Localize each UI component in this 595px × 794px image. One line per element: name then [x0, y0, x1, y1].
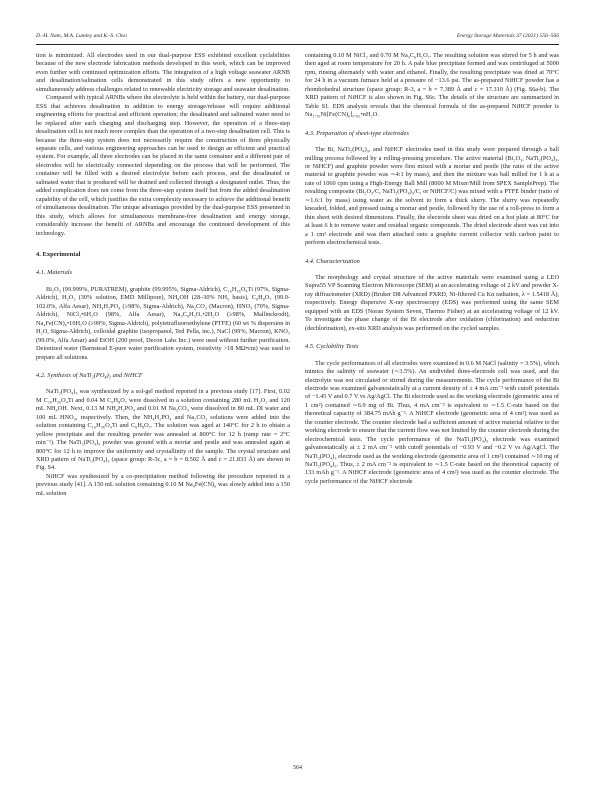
page-number: 564 [293, 765, 302, 771]
header-journal: Energy Storage Materials 37 (2021) 556–566 [456, 33, 559, 39]
paragraph: tion is minimized. All electrodes used in our dual-purpose ESS exhibited excellent cyclabilities because of the new electrode fabrication methods developed in this work, which can be improved even further with continued optimization efforts. The integration of a high voltage seawater ARNB and desalination/salination cells demonstrated in this study offers a new opportunity to simultaneously address challenges related to renewable electricity storage and seawater desalination. [36, 52, 290, 93]
right-column [305, 52, 559, 486]
subsection-heading: 4.1. Materials [36, 269, 73, 277]
paragraph: Compared with typical ARNBs where the electrolyte is held within the battery, our dual-purpose ESS that achieves desalination in addition to energy storage/release will require additional engineering efforts for practical and efficient operation; the desalinated and salinated water need to be replaced after each charging and discharging step. However, the operation of a three-step desalination cell is not much more complex than the operation of a two-step desalination cell. This is because the three-step system does not necessarily require the construction of three physically separate cells, and various engineering approaches can be used to design an efficient and practical system. For example, all three electrodes can be placed in the same container and a different pair of electrodes will be electrically connected depending on the process that will be performed. The container will be filled with a desired electrolyte before each process, and the desalinated or salinated water that is produced will be drained and collected through a designated outlet. Thus, the added complication does not come from the three-step system itself but from the added desalination capability of the cell, which justifies the extra complexity necessary to achieve the additional benefit of simultaneous desalination. The unique advantages provided by the dual-purpose ESS presented in this study, which allows for simultaneous membrane-free desalination and energy storage, considerably increase the benefit of ARNBs and encourage the continued development of this technology. [36, 94, 290, 237]
paragraph: containing 0.10 M NiCl₂ and 0.70 M Na₃C₆H₅O₇. The resulting solution was stirred for 5 h and was then aged at room temperature for 20 h. A pale blue precipitate formed and was centrifuged at 5000 rpm, rinsing alternately with water and ethanol. Finally, the resulting precipitate was dried at 70°C for 24 h in a vacuum furnace held at a pressure of −13.6 psi. The as-prepared NiHCF powder has a rhombohedral structure (space group: R-3, a = b = 7.389 Å and c = 17.310 Å) (Fig. S6a-b). The XRD pattern of NiHCF is also shown in Fig. S6c. The details of the structure are summarized in Table S1. EDS analysis reveals that the chemical formula of the as-prepared NiHCF powder is Na₁.₂₀Ni[Fe(CN)₆]₀.₈₅•nH₂O. [305, 52, 559, 119]
paragraph: The morphology and crystal structure of the active materials were examined using a LEO Supra55 VP Scanning Electron Microscope (SEM) at an accelerating voltage of 2 kV and powder X-ray diffractometer (XRD) (Bruker D8 Advanced PXRD, Ni-filtered Cu Kα radiation, λ = 1.5418 Å), respectively. Energy dispersive X-ray spectroscopy (EDS) was performed using the same SEM equipped with an EDS (Noran System Seven, Thermo Fisher) at an accelerating voltage of 12 kV. To investigate the phase change of the Bi electrode after oxidation (chlorination) and reduction (dechlorination), ex-situ XRD analysis was performed on the cycled samples. [305, 273, 559, 332]
header-rule [36, 44, 559, 45]
section-heading: 4. Experimental [36, 250, 81, 258]
paragraph: Bi₂O₃ (99.999%, PURATREM), graphite (99.995%, Sigma-Aldrich), C₁₆H₃₆O₄Ti (97%, Sigma-Aldrich), H₂O₂ (30% solution, EMD Millipore), NH₄OH (28–30% NH₃ basis), C₆H₈O₇ (99.0-102.0%, Alfa Aesar), NH₄H₂PO₄ (≥98%, Sigma-Aldrich), Na₂CO₃ (Macron), HNO₃ (70%, Sigma-Aldrich), NiCl₂•6H₂O (98%, Alfa Aesar), Na₃C₆H₅O₇•2H₂O (≥98%, Mallinckrodt), Na₄Fe(CN)₆•10H₂O (≥99%, Sigma-Aldrich), polytetrafluoroethylene (PTFE) (60 wt % dispersion in H₂O, Sigma-Aldrich), colloidal graphite (isopropanol, Ted Pella, inc.), NaCl (99%, Macron), KNO₃ (99.0%, Alfa Aesar) and EtOH (200 proof, Decon Labs Inc.) were used without further purification. Deionized water (Barnstead E-pure water purification system, resistivity >18 MΩ•cm) was used to prepare all solutions. [36, 285, 290, 361]
paragraph: NaTi₂(PO₄)₃ was synthesized by a sol-gel method reported in a previous study [17]. First, 0.02 M C₁₆H₃₆O₄Ti and 0.04 M C₆H₈O₇ were dissolved in a solution containing 280 mL H₂O₂ and 120 mL NH₄OH. Next, 0.13 M NH₄H₂PO₄ and 0.01 M Na₂CO₃ were dissolved in 80 mL DI water and 100 mL HNO₃, respectively. Then, the NH₄H₂PO₄ and Na₂CO₃ solutions were added into the solution containing C₁₆H₃₆O₄Ti and C₆H₈O₇. The solution was aged at 140°C for 2 h to obtain a yellow precipitate and the resulting powder was annealed at 800°C for 12 h (ramp rate = 2°C min⁻¹). The NaTi₂(PO₄)₃ powder was ground with a mortar and pestle and was annealed again at 800°C for 12 h to improve the uniformity and crystallinity of the sample. The crystal structure and XRD pattern of NaTi₂(PO₄)₃ (space group: R-3c, a = b = 8.502 Å and c = 21.833 Å) are shown in Fig. S4. [36, 388, 290, 472]
subsection-heading: 4.5. Cyclability Tests [305, 343, 359, 351]
paragraph: The Bi, NaTi₂(PO₄)₃, and NiHCF electrodes used in this study were prepared through a ball milling process followed by a rolling-pressing procedure. The active material (Bi₂O₃, NaTi₂(PO₄)₃, or NiHCF) and graphite powder were first mixed with a mortar and pestle (the ratio of the active material to graphite powder was ∼4:1 by mass), and then the mixture was ball milled for 1 h at a rate of 1060 cpm using a High-Energy Ball Mill (8000 M Mixer/Mill from SPEX SamplePrep). The resulting composite (Bi₂O₃/C, NaTi₂(PO₄)₃/C, or NiHCF/C) was mixed with a PTFE binder (ratio of ∼1.6:1 by mass) using water as the solvent to form a thick slurry. The slurry was repeatedly kneaded, folded, and pressed using a mortar and pestle, followed by the use of a roll-press to form a thin sheet with desired dimensions. Finally, the electrode sheet was dried on a hot plate at 80°C for at least 6 h to remove water and residual organic compounds. The dried electrode sheet was cut into a 1 cm² electrode and was then attached onto a graphite current collector with carbon paint to perform electrochemical tests. [305, 146, 559, 247]
paragraph: The cycle performances of all electrodes were examined in 0.6 M NaCl (salinity = 3.5%), which mimics the salinity of seawater (∼3.5%). An undivided three-electrode cell was used, and the electrolyte was not circulated or stirred during the measurements. The cycle performance of the Bi electrode was examined galvanostatically at a current density of ± 4 mA cm⁻² with cutoff potentials of −1.45 V and 0.7 V vs Ag/AgCl. The Bi electrode used as the working electrode (geometric area of 1 cm²) contained ∼6.9 mg of Bi. Thus, 4 mA cm⁻² is equivalent to ∼1.5 C-rate based on the theoretical capacity of 384.75 mAh g⁻¹. A NiHCF electrode (geometric area of 4 cm²) was used as the counter electrode. The counter electrode had a sufficient amount of active material relative to the working electrode to ensure that the current flow was not limited by the counter electrode during the electrochemical tests. The cycle performance of the NaTi₂(PO₄)₃ electrode was examined galvanostatically at ± 2 mA cm⁻² with cutoff potentials of −0.93 V and −0.2 V vs Ag/AgCl. The NaTi₂(PO₄)₃ electrode used as the working electrode (geometric area of 1 cm²) contained ∼10 mg of NaTi₂(PO₄)₃. Thus, ± 2 mA cm⁻² is equivalent to ∼1.5 C-rate based on the theoretical capacity of 133 mAh g⁻¹. A NiHCF electrode (geometric area of 4 cm²) was used as the counter electrode. The cycle performance of the NiHCF electrode [305, 359, 559, 485]
subsection-heading: 4.2. Synthesis of NaTi₂(PO₄)₃ and NiHCF [36, 371, 143, 379]
subsection-heading: 4.4. Characterization [305, 257, 360, 265]
left-column [36, 52, 290, 498]
header-authors: D.-H. Nam, M.A. Lumley and K.-S. Choi [36, 33, 127, 39]
subsection-heading: 4.3. Preparation of sheet-type electrodes [305, 129, 409, 137]
running-header [36, 33, 559, 43]
paragraph: NiHCF was synthesized by a co-precipitation method following the procedure reported in a previous study [41]. A 150 mL solution containing 0.10 M Na₄Fe(CN)₆ was slowly added into a 150 mL solution [36, 472, 290, 497]
